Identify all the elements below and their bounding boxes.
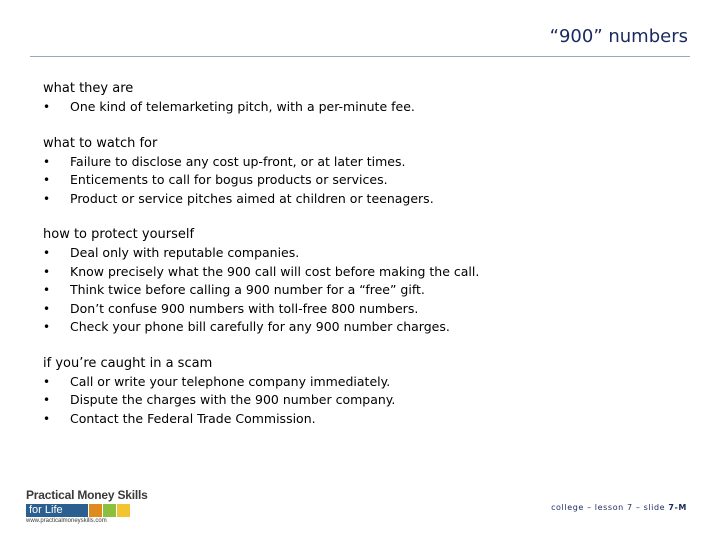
slide-footer	[551, 503, 687, 512]
bullet-text: Deal only with reputable companies.	[70, 245, 300, 260]
bullet-item	[43, 244, 683, 263]
bullet-text: Enticements to call for bogus products or services.	[70, 172, 388, 187]
section-heading: how to protect yourself	[43, 227, 195, 242]
bullet-icon: •	[43, 393, 51, 407]
bullet-item	[43, 300, 683, 319]
bullet-text: Don’t confuse 900 numbers with toll-free 800 numbers.	[70, 300, 419, 316]
logo-name: Practical Money Skills	[26, 488, 148, 502]
bullet-item	[43, 410, 683, 429]
bullet-item	[43, 171, 683, 190]
bullet-text: Know precisely what the 900 call will cost before making the call.	[70, 263, 480, 279]
section-3	[43, 355, 683, 429]
practical-money-skills-logo	[26, 488, 166, 530]
bullet-list	[43, 244, 683, 337]
bullet-text: Product or service pitches aimed at children or teenagers.	[70, 190, 434, 206]
section-0	[43, 80, 683, 117]
bullet-text: Dispute the charges with the 900 number company.	[70, 392, 396, 407]
section-1	[43, 135, 683, 209]
logo-bar	[26, 504, 130, 517]
bullet-icon: •	[43, 246, 51, 260]
bullet-list	[43, 373, 683, 429]
bullet-icon: •	[43, 283, 51, 297]
bullet-item	[43, 263, 683, 282]
slide-title: “900” numbers	[549, 26, 688, 47]
bullet-icon: •	[43, 320, 51, 334]
section-2	[43, 226, 683, 337]
bullet-item	[43, 281, 683, 300]
bullet-text: Failure to disclose any cost up-front, or at later times.	[70, 153, 406, 169]
bullet-text: Call or write your telephone company immediately.	[70, 373, 391, 389]
bullet-item	[43, 153, 683, 172]
logo-url: www.practicalmoneyskills.com	[26, 518, 107, 524]
bullet-icon: •	[43, 301, 51, 316]
bullet-icon: •	[43, 173, 51, 187]
bullet-text: Check your phone bill carefully for any 900 number charges.	[70, 319, 450, 334]
bullet-icon: •	[43, 374, 51, 389]
bullet-list	[43, 98, 683, 117]
section-heading: what to watch for	[43, 135, 158, 151]
bullet-item	[43, 318, 683, 337]
bullet-text: Contact the Federal Trade Commission.	[70, 410, 316, 426]
bullet-text: Think twice before calling a 900 number for a “free” gift.	[70, 282, 425, 297]
bullet-item	[43, 190, 683, 209]
logo-square-green	[103, 504, 116, 517]
title-divider	[30, 56, 690, 57]
bullet-item	[43, 98, 683, 117]
logo-tagline: for Life	[26, 504, 88, 517]
logo-square-yellow	[117, 504, 130, 517]
bullet-icon: •	[43, 154, 51, 169]
bullet-icon: •	[43, 100, 51, 114]
bullet-item	[43, 373, 683, 392]
bullet-item	[43, 391, 683, 410]
footer-label: college – lesson 7 – slide	[551, 503, 669, 512]
bullet-list	[43, 153, 683, 209]
bullet-icon: •	[43, 411, 51, 426]
footer-slide-number: 7-M	[668, 503, 687, 512]
bullet-icon: •	[43, 264, 51, 279]
slide-content	[43, 80, 683, 446]
section-heading: if you’re caught in a scam	[43, 355, 213, 371]
logo-square-orange	[89, 504, 102, 517]
section-heading: what they are	[43, 81, 134, 96]
bullet-icon: •	[43, 191, 51, 206]
bullet-text: One kind of telemarketing pitch, with a per-minute fee.	[70, 99, 415, 114]
